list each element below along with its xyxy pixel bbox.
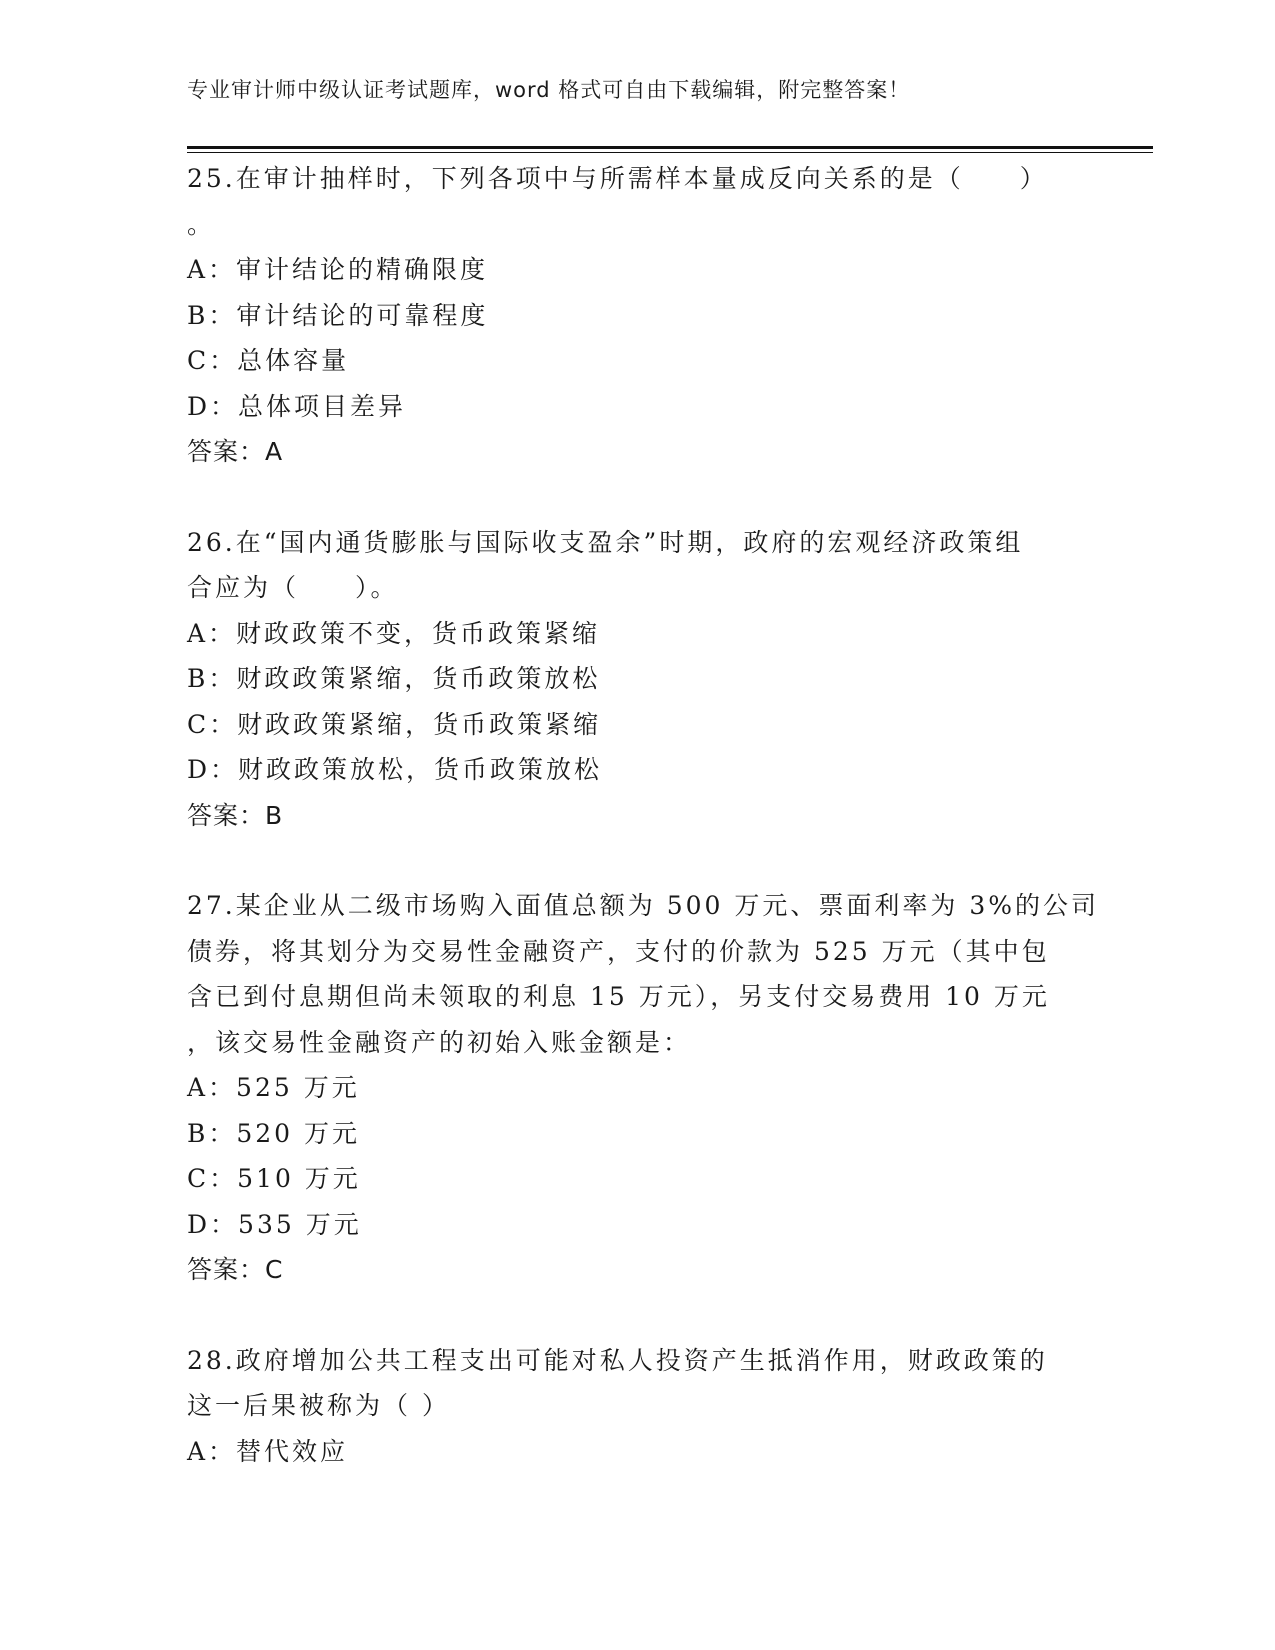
answer-line: 答案：B (187, 800, 284, 830)
question-text: 债券，将其划分为交易性金融资产，支付的价款为 525 万元（其中包 (187, 936, 1050, 966)
spacer (187, 475, 1087, 520)
option-a: A：审计结论的精确限度 (187, 255, 489, 284)
question-text: 含已到付息期但尚未领取的利息 15 万元），另支付交易费用 10 万元 (187, 982, 1050, 1011)
option-d: D：财政政策放松，货币政策放松 (187, 755, 603, 784)
option-d: D：总体项目差异 (187, 391, 407, 421)
question-block (187, 883, 1099, 1293)
question-text: 25.在审计抽样时，下列各项中与所需样本量成反向关系的是（ ） (187, 164, 1048, 193)
option-c: C：510 万元 (187, 1164, 361, 1193)
option-b: B：审计结论的可靠程度 (187, 300, 489, 330)
question-block (187, 520, 1087, 839)
question-text: 。 (187, 209, 216, 239)
option-c: C：财政政策紧缩，货币政策紧缩 (187, 709, 602, 739)
header-divider (187, 146, 1153, 153)
option-c: C：总体容量 (187, 346, 350, 375)
answer-line: 答案：A (187, 437, 284, 466)
question-block (187, 156, 1087, 475)
page-header: 专业审计师中级认证考试题库，word 格式可自由下载编辑，附完整答案！ (187, 78, 911, 102)
question-text: 合应为（ ）。 (187, 573, 399, 602)
question-text: 27.某企业从二级市场购入面值总额为 500 万元、票面利率为 3%的公司 (187, 891, 1099, 920)
option-d: D：535 万元 (187, 1209, 362, 1239)
question-text: 这一后果被称为（ ） (187, 1391, 450, 1420)
option-a: A：525 万元 (187, 1073, 360, 1102)
spacer (187, 1293, 1087, 1338)
question-text: 26.在“国内通货膨胀与国际收支盈余”时期，政府的宏观经济政策组 (187, 527, 1024, 557)
question-text: 28.政府增加公共工程支出可能对私人投资产生抵消作用，财政政策的 (187, 1345, 1048, 1375)
question-block (187, 1338, 1087, 1475)
spacer (187, 838, 1087, 883)
question-text: ，该交易性金融资产的初始入账金额是： (187, 1027, 692, 1057)
option-b: B：财政政策紧缩，货币政策放松 (187, 664, 601, 693)
question-list (187, 156, 1099, 1474)
answer-line: 答案：C (187, 1255, 284, 1284)
option-a: A：替代效应 (187, 1436, 349, 1466)
option-a: A：财政政策不变，货币政策紧缩 (187, 618, 601, 648)
option-b: B：520 万元 (187, 1118, 361, 1148)
